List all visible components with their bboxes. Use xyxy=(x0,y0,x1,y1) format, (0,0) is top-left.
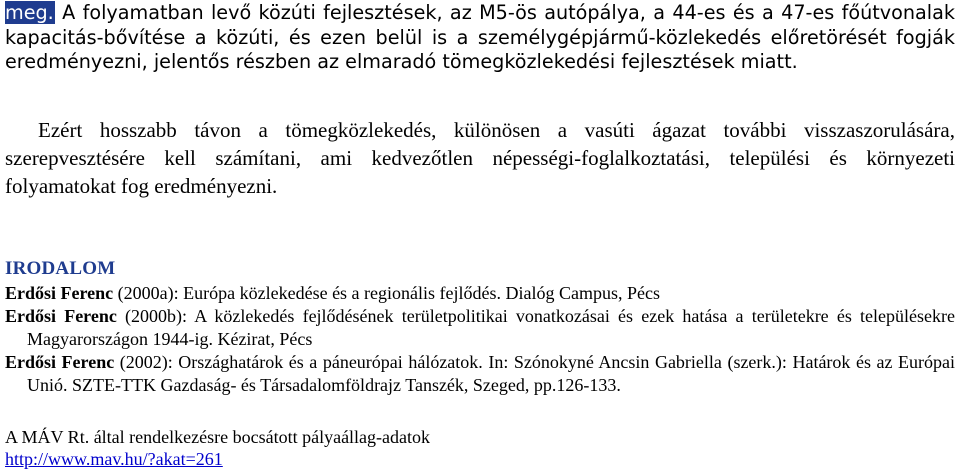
references-heading: IRODALOM xyxy=(5,258,116,279)
reference-item xyxy=(5,351,955,397)
paragraph-development-text: A folyamatban levő közúti fejlesztések, az M5-ös autópálya, a 44-es és a 47-es főútvonalak kapacitás-bővítése a közúti, és ezen belül is a személygépjármű-közlekedés előretörését fogják eredményezni, jelentős részben az elmaradó tömegközlekedési fejlesztések miatt. xyxy=(5,1,955,73)
reference-text: (2000b): A közlekedés fejlődésének területpolitikai vonatkozásai és ezek hatása a területekre és településekre Magyarországon 1944-ig. Kézirat, Pécs xyxy=(27,306,955,349)
references-list xyxy=(5,282,955,397)
reference-text: (2002): Országhatárok és a páneurópai hálózatok. In: Szónokyné Ancsin Gabriella (szerk.): Határok és az Európai Unió. SZTE-TTK Gazdaság- és Társadalomföldrajz Tanszék, Szeged, pp.126-133. xyxy=(27,352,955,395)
reference-author: Erdősi Ferenc xyxy=(5,283,114,303)
paragraph-conclusion-text: Ezért hosszabb távon a tömegközlekedés, különösen a vasúti ágazat további visszaszorulására, szerepvesztésére kell számítani, ami kedvezőtlen népességi-foglalkoztatási, települési és környezeti folyamatokat fog eredményezni. xyxy=(5,118,955,198)
paragraph-development xyxy=(5,1,955,75)
mav-link[interactable]: http://www.mav.hu/?akat=261 xyxy=(5,449,223,469)
data-source-note: A MÁV Rt. által rendelkezésre bocsátott pályaállag-adatok xyxy=(5,427,431,447)
reference-author: Erdősi Ferenc xyxy=(5,352,115,372)
selected-text[interactable]: meg. xyxy=(5,1,54,24)
reference-item xyxy=(5,282,955,305)
paragraph-conclusion xyxy=(5,116,955,200)
reference-author: Erdősi Ferenc xyxy=(5,306,117,326)
reference-text: (2000a): Európa közlekedése és a regionális fejlődés. Dialóg Campus, Pécs xyxy=(113,283,660,303)
reference-item xyxy=(5,305,955,351)
